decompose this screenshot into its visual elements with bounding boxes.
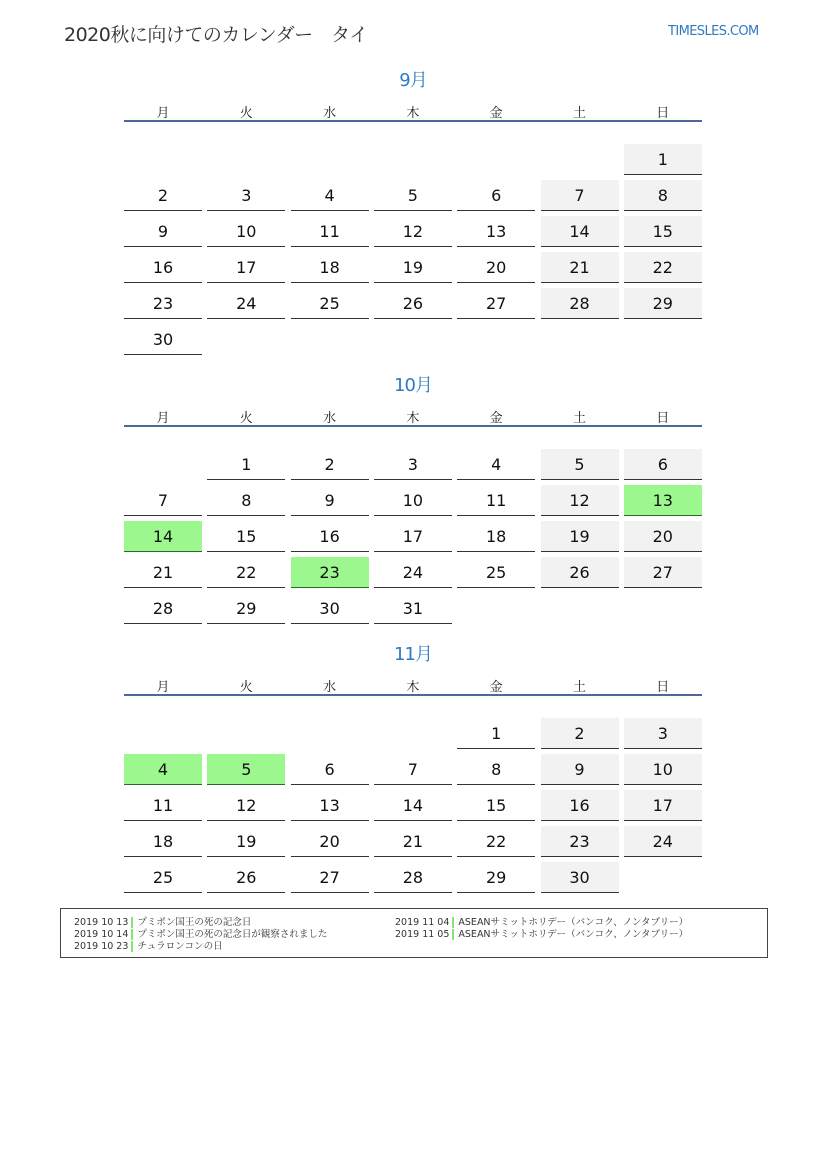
weekday-header: 月 — [156, 106, 170, 121]
day-cell[interactable]: 18 — [124, 826, 202, 857]
day-cell[interactable]: 6 — [624, 449, 702, 480]
weekday-header: 日 — [656, 411, 670, 426]
day-cell[interactable]: 20 — [291, 826, 369, 857]
day-cell[interactable]: 10 — [374, 485, 452, 516]
month-title: 11月 — [394, 644, 432, 665]
day-cell[interactable]: 13 — [291, 790, 369, 821]
day-cell[interactable]: 6 — [291, 754, 369, 785]
day-cell[interactable]: 25 — [124, 862, 202, 893]
weekday-header: 木 — [406, 106, 420, 121]
day-cell[interactable]: 2 — [541, 718, 619, 749]
day-cell[interactable]: 28 — [124, 593, 202, 624]
day-cell[interactable]: 23 — [124, 288, 202, 319]
holiday-day-cell[interactable]: 14 — [124, 521, 202, 552]
day-cell[interactable]: 19 — [374, 252, 452, 283]
day-cell[interactable]: 6 — [457, 180, 535, 211]
day-cell[interactable]: 21 — [541, 252, 619, 283]
day-cell[interactable]: 9 — [291, 485, 369, 516]
day-cell[interactable]: 17 — [624, 790, 702, 821]
day-cell[interactable]: 3 — [374, 449, 452, 480]
day-cell[interactable]: 27 — [457, 288, 535, 319]
day-cell[interactable]: 22 — [207, 557, 285, 588]
legend-date: 2019 11 05 — [395, 929, 454, 940]
legend-holiday-name: ASEANサミットホリデー（バンコク、ノンタブリー） — [458, 917, 689, 928]
day-cell[interactable]: 9 — [541, 754, 619, 785]
weekday-header: 木 — [406, 411, 420, 426]
legend-date: 2019 11 04 — [395, 917, 454, 928]
day-cell[interactable]: 12 — [207, 790, 285, 821]
day-cell[interactable]: 15 — [207, 521, 285, 552]
day-cell[interactable]: 22 — [457, 826, 535, 857]
day-cell[interactable]: 16 — [124, 252, 202, 283]
day-cell[interactable]: 20 — [457, 252, 535, 283]
weekday-header: 日 — [656, 680, 670, 695]
legend-holiday-name: プミポン国王の死の記念日が観察されました — [137, 929, 328, 940]
legend-holiday-name: チュラロンコンの日 — [137, 941, 223, 952]
day-cell[interactable]: 23 — [541, 826, 619, 857]
day-cell[interactable]: 26 — [207, 862, 285, 893]
legend-holiday-name: ASEANサミットホリデー（バンコク、ノンタブリー） — [458, 929, 689, 940]
day-cell[interactable]: 7 — [374, 754, 452, 785]
site-logo[interactable]: TIMESLES.COM — [668, 24, 759, 39]
page-title: 2020秋に向けてのカレンダー タイ — [64, 24, 368, 46]
day-cell[interactable]: 24 — [624, 826, 702, 857]
weekday-header: 水 — [323, 411, 337, 426]
legend-holiday-name: プミポン国王の死の記念日 — [137, 917, 252, 928]
weekday-header: 土 — [572, 680, 586, 695]
weekday-header: 木 — [406, 680, 420, 695]
day-cell[interactable]: 16 — [541, 790, 619, 821]
day-cell[interactable]: 5 — [374, 180, 452, 211]
day-cell[interactable]: 15 — [457, 790, 535, 821]
day-cell[interactable]: 8 — [207, 485, 285, 516]
day-cell[interactable]: 5 — [541, 449, 619, 480]
day-cell[interactable]: 26 — [541, 557, 619, 588]
day-cell[interactable]: 24 — [207, 288, 285, 319]
day-cell[interactable]: 2 — [124, 180, 202, 211]
weekday-header: 火 — [239, 106, 253, 121]
day-cell[interactable]: 25 — [291, 288, 369, 319]
day-cell[interactable]: 12 — [374, 216, 452, 247]
holiday-day-cell[interactable]: 13 — [624, 485, 702, 516]
day-cell[interactable]: 21 — [374, 826, 452, 857]
weekday-header: 土 — [572, 106, 586, 121]
weekday-header: 金 — [489, 680, 503, 695]
legend-date: 2019 10 23 — [74, 941, 133, 952]
day-cell[interactable]: 30 — [291, 593, 369, 624]
day-cell[interactable]: 19 — [541, 521, 619, 552]
day-cell[interactable]: 28 — [541, 288, 619, 319]
day-cell[interactable]: 30 — [541, 862, 619, 893]
weekday-header: 月 — [156, 411, 170, 426]
day-cell[interactable]: 13 — [457, 216, 535, 247]
day-cell[interactable]: 8 — [457, 754, 535, 785]
day-cell[interactable]: 31 — [374, 593, 452, 624]
day-cell[interactable]: 27 — [291, 862, 369, 893]
day-cell[interactable]: 30 — [124, 324, 202, 355]
day-cell[interactable]: 4 — [457, 449, 535, 480]
legend-item — [395, 926, 688, 940]
day-cell[interactable]: 19 — [207, 826, 285, 857]
legend-item — [74, 938, 223, 952]
day-cell[interactable]: 11 — [457, 485, 535, 516]
day-cell[interactable]: 20 — [624, 521, 702, 552]
legend-date: 2019 10 14 — [74, 929, 133, 940]
day-cell[interactable]: 26 — [374, 288, 452, 319]
day-cell[interactable]: 21 — [124, 557, 202, 588]
day-cell[interactable]: 1 — [624, 144, 702, 175]
day-cell[interactable]: 9 — [124, 216, 202, 247]
day-cell[interactable]: 17 — [207, 252, 285, 283]
weekday-header: 火 — [239, 680, 253, 695]
weekday-header: 火 — [239, 411, 253, 426]
day-cell[interactable]: 29 — [207, 593, 285, 624]
holiday-day-cell[interactable]: 4 — [124, 754, 202, 785]
day-cell[interactable]: 27 — [624, 557, 702, 588]
day-cell[interactable]: 29 — [624, 288, 702, 319]
day-cell[interactable]: 7 — [124, 485, 202, 516]
holiday-day-cell[interactable]: 5 — [207, 754, 285, 785]
day-cell[interactable]: 4 — [291, 180, 369, 211]
weekday-header: 金 — [489, 411, 503, 426]
day-cell[interactable]: 3 — [624, 718, 702, 749]
day-cell[interactable]: 11 — [291, 216, 369, 247]
weekday-header: 土 — [572, 411, 586, 426]
day-cell[interactable]: 25 — [457, 557, 535, 588]
day-cell[interactable]: 10 — [207, 216, 285, 247]
day-cell[interactable]: 3 — [207, 180, 285, 211]
day-cell[interactable]: 14 — [374, 790, 452, 821]
day-cell[interactable]: 10 — [624, 754, 702, 785]
day-cell[interactable]: 15 — [624, 216, 702, 247]
day-cell[interactable]: 22 — [624, 252, 702, 283]
day-cell[interactable]: 18 — [291, 252, 369, 283]
day-cell[interactable]: 1 — [457, 718, 535, 749]
day-cell[interactable]: 8 — [624, 180, 702, 211]
day-cell[interactable]: 28 — [374, 862, 452, 893]
legend-date: 2019 10 13 — [74, 917, 133, 928]
month-title: 10月 — [394, 375, 432, 396]
weekday-header: 水 — [323, 106, 337, 121]
holiday-legend — [60, 908, 768, 958]
month-title: 9月 — [399, 70, 427, 91]
weekday-header: 日 — [656, 106, 670, 121]
day-cell[interactable]: 17 — [374, 521, 452, 552]
weekday-header: 月 — [156, 680, 170, 695]
day-cell[interactable]: 7 — [541, 180, 619, 211]
weekday-header: 水 — [323, 680, 337, 695]
day-cell[interactable]: 18 — [457, 521, 535, 552]
day-cell[interactable]: 29 — [457, 862, 535, 893]
day-cell[interactable]: 11 — [124, 790, 202, 821]
day-cell[interactable]: 1 — [207, 449, 285, 480]
day-cell[interactable]: 12 — [541, 485, 619, 516]
day-cell[interactable]: 24 — [374, 557, 452, 588]
weekday-header: 金 — [489, 106, 503, 121]
day-cell[interactable]: 16 — [291, 521, 369, 552]
day-cell[interactable]: 14 — [541, 216, 619, 247]
holiday-day-cell[interactable]: 23 — [291, 557, 369, 588]
day-cell[interactable]: 2 — [291, 449, 369, 480]
